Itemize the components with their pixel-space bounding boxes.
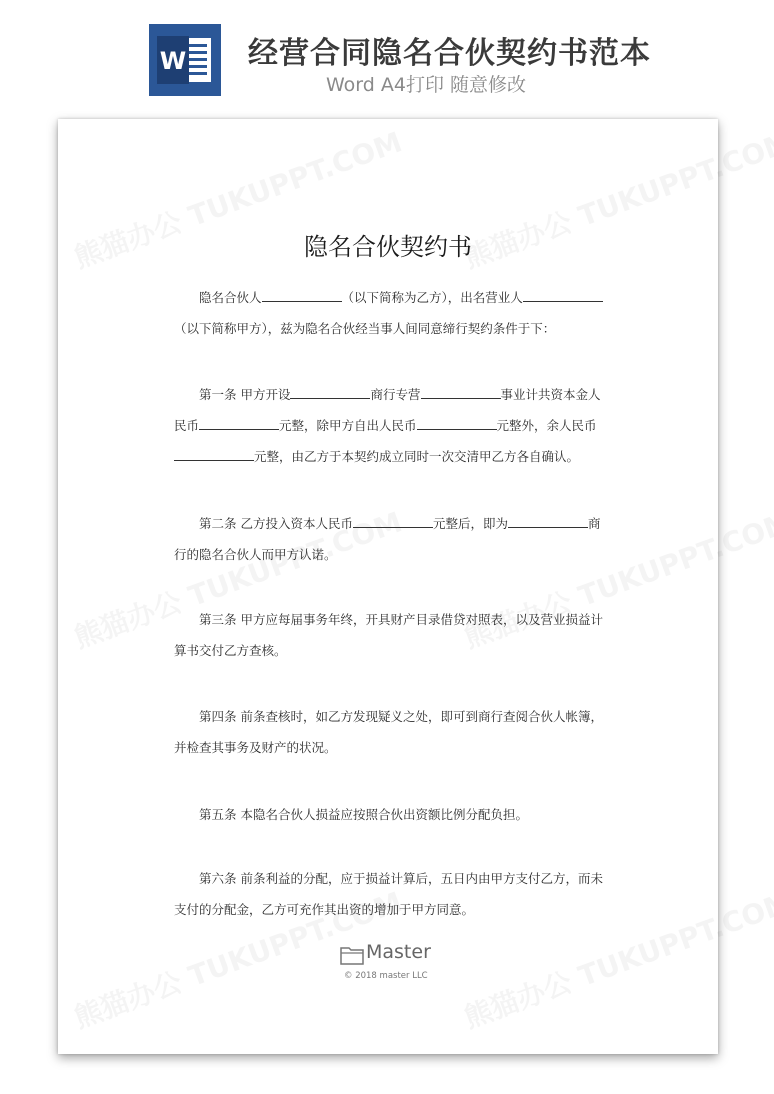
blank-line — [421, 384, 501, 399]
blank-line — [523, 287, 603, 302]
document-page — [58, 119, 718, 1054]
paragraph-article-2: 第二条 乙方投入资本人民币 元整后，即为 商行的隐名合伙人而甲方认诺。 — [174, 508, 604, 570]
document-title: 隐名合伙契约书 — [304, 233, 472, 261]
footer-copyright: © 2018 master LLC — [344, 971, 428, 981]
footer-brand: Master — [366, 941, 431, 963]
footer-logo — [340, 941, 440, 991]
blank-line — [262, 287, 342, 302]
paragraph-article-1: 第一条 甲方开设 商行专营 事业计共资本金人民币 元整，除甲方自出人民币 元整外，余人民币元整，由乙方于本契约成立同时一次交清甲乙方各自确认。 — [174, 379, 604, 472]
word-icon-letter: W — [159, 47, 187, 75]
folder-icon — [340, 945, 364, 965]
paragraph-article-3: 第三条 甲方应每届事务年终，开具财产目录借贷对照表，以及营业损益计算书交付乙方查核。 — [174, 612, 603, 658]
blank-line — [508, 513, 588, 528]
blank-line — [417, 415, 497, 430]
blank-line — [174, 446, 254, 461]
page-header — [0, 0, 774, 110]
blank-line — [199, 415, 279, 430]
paragraph-article-4: 第四条 前条查核时，如乙方发现疑义之处，即可到商行查阅合伙人帐簿，并检查其事务及财产的状况。 — [174, 709, 603, 755]
paragraph-intro: 隐名合伙人 （以下简称为乙方），出名营业人（以下简称甲方），兹为隐名合伙经当事人间同意缔行契约条件于下： — [174, 282, 604, 344]
word-icon — [149, 24, 221, 96]
blank-line — [353, 513, 433, 528]
header-subtitle: Word A4打印 随意修改 — [326, 74, 527, 96]
header-title: 经营合同隐名合伙契约书范本 — [248, 36, 651, 71]
paragraph-article-5: 第五条 本隐名合伙人损益应按照合伙出资额比例分配负担。 — [199, 807, 528, 822]
blank-line — [290, 384, 370, 399]
paragraph-article-6: 第六条 前条利益的分配，应于损益计算后，五日内由甲方支付乙方，而未支付的分配金，乙方可充作其出资的增加于甲方同意。 — [174, 871, 603, 917]
